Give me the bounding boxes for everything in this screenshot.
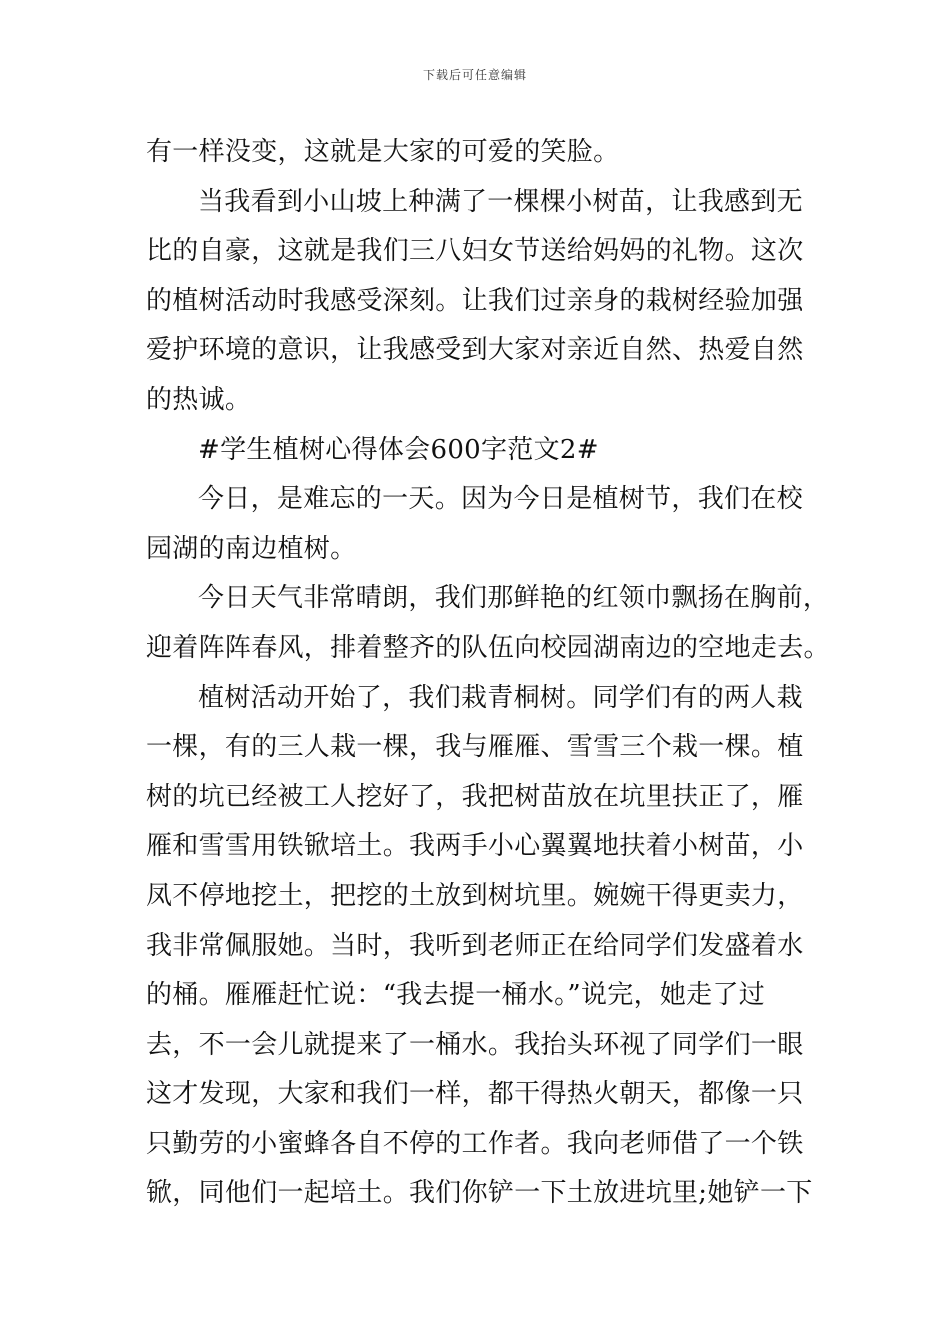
text-line: 只勤劳的小蜜蜂各自不停的工作者。我向老师借了一个铁: [146, 1128, 804, 1159]
text-line: 园湖的南边植树。: [146, 533, 357, 564]
text-line: 我非常佩服她。当时，我听到老师正在给同学们发盛着水: [146, 930, 804, 961]
text-line: 迎着阵阵春风，排着整齐的队伍向校园湖南边的空地走去。: [146, 632, 830, 663]
text-line: 凤不停地挖土，把挖的土放到树坑里。婉婉干得更卖力，: [146, 880, 804, 911]
text-line: 爱护环境的意识，让我感受到大家对亲近自然、热爱自然: [146, 335, 804, 366]
text-line: 今日，是难忘的一天。因为今日是植树节，我们在校: [198, 484, 803, 515]
text-line: 的热诚。: [146, 384, 252, 415]
text-line: 当我看到小山坡上种满了一棵棵小树苗，让我感到无: [198, 186, 803, 217]
text-line: 雁和雪雪用铁锨培土。我两手小心翼翼地扶着小树苗，小: [146, 831, 804, 862]
text-line: 一棵，有的三人栽一棵，我与雁雁、雪雪三个栽一棵。植: [146, 732, 804, 763]
text-line: 去，不一会儿就提来了一桶水。我抬头环视了同学们一眼: [146, 1029, 804, 1060]
page-header: 下载后可任意编辑: [422, 68, 527, 82]
text-line: 锨，同他们一起培土。我们你铲一下土放进坑里;她铲一下: [146, 1178, 813, 1209]
text-line: 有一样没变，这就是大家的可爱的笑脸。: [146, 137, 620, 167]
section-heading: #学生植树心得体会600字范文2#: [198, 434, 599, 465]
text-line: 植树活动开始了，我们栽青桐树。同学们有的两人栽: [198, 682, 803, 713]
text-line: 今日天气非常晴朗，我们那鲜艳的红领巾飘扬在胸前，: [198, 583, 830, 614]
text-line: 的桶。雁雁赶忙说：“我去提一桶水。”说完，她走了过: [146, 980, 766, 1011]
text-line: 比的自豪，这就是我们三八妇女节送给妈妈的礼物。这次: [146, 236, 804, 267]
text-line: 树的坑已经被工人挖好了，我把树苗放在坑里扶正了，雁: [146, 781, 804, 812]
document-body: [146, 128, 830, 1219]
text-line: 的植树活动时我感受深刻。让我们过亲身的栽树经验加强: [146, 285, 804, 316]
text-line: 这才发现，大家和我们一样，都干得热火朝天，都像一只: [146, 1079, 804, 1110]
